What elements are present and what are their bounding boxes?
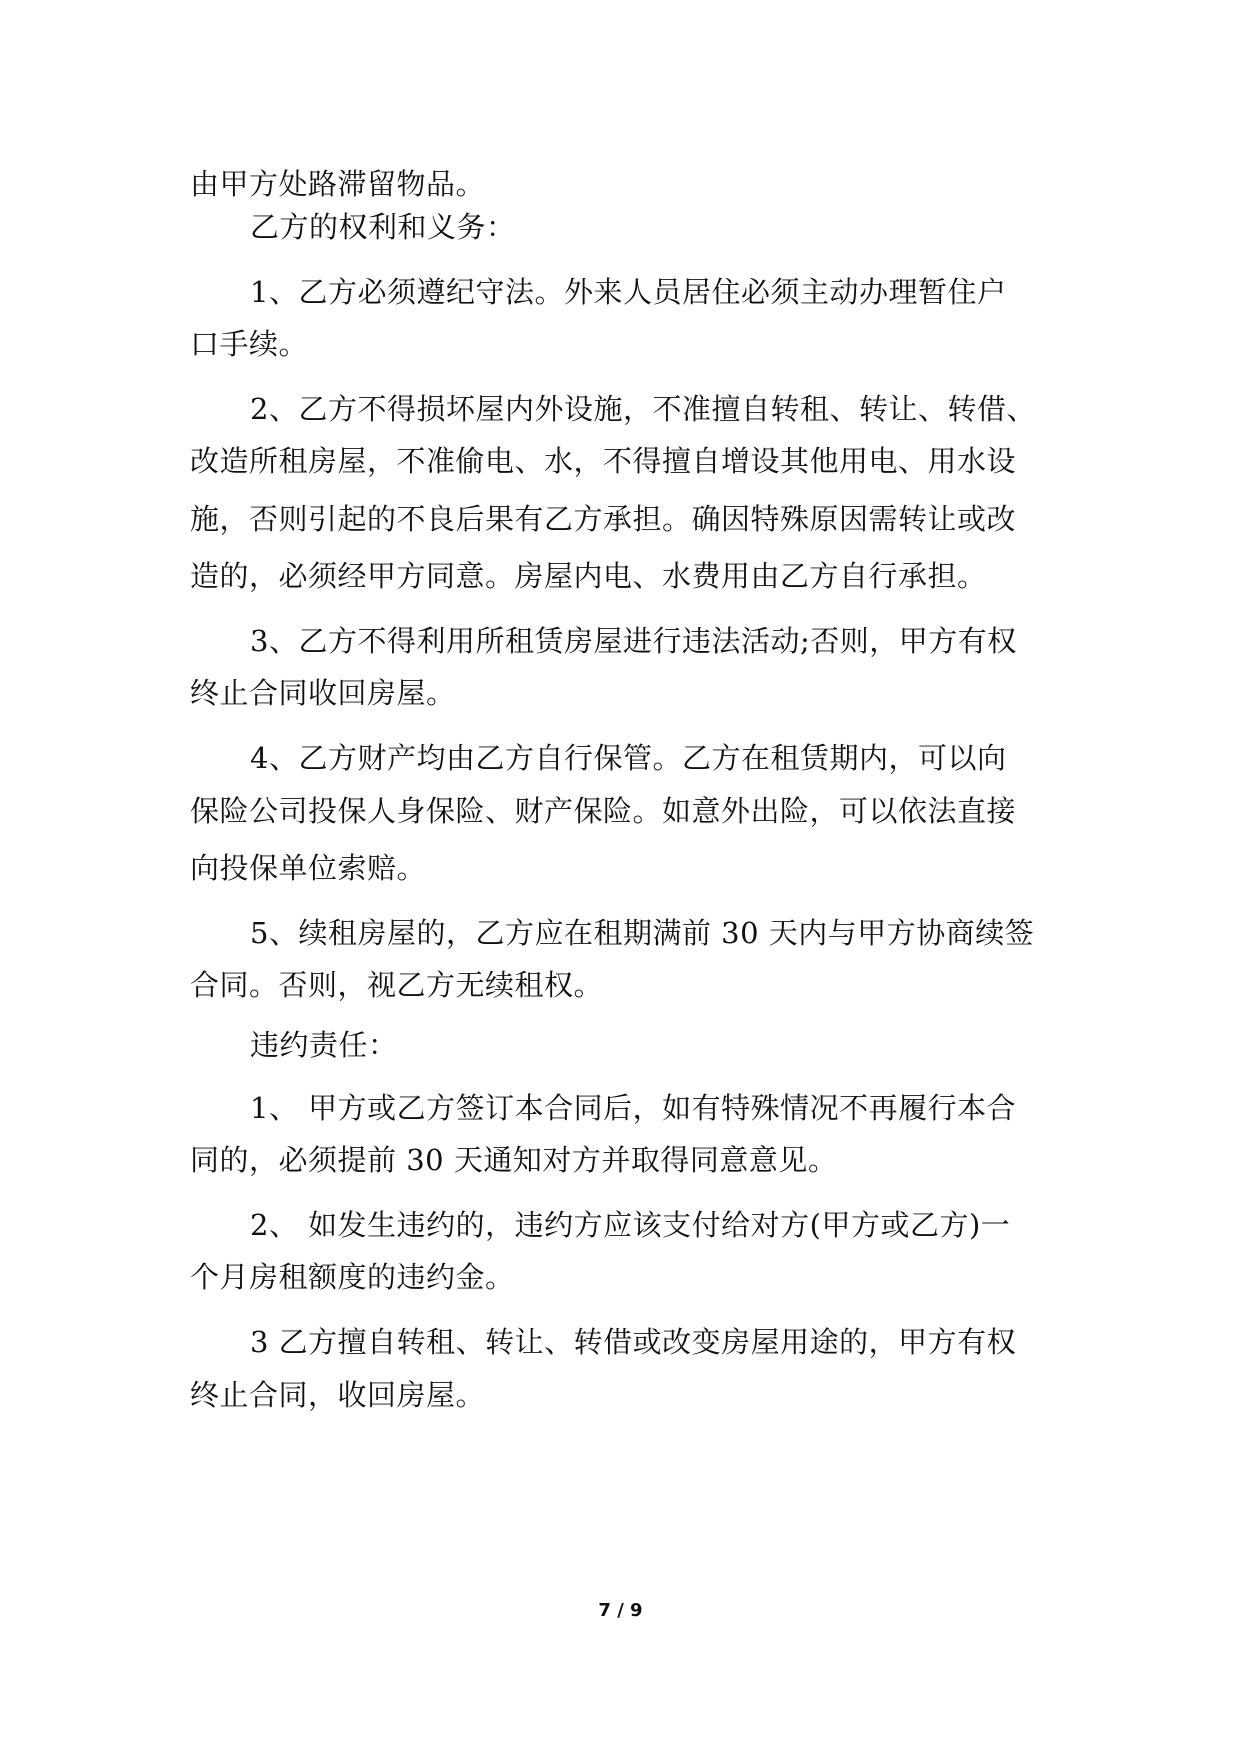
text-line: 2、 如发生违约的，违约方应该支付给对方(甲方或乙方)一 — [250, 1208, 1011, 1242]
text-line: 合同。否则，视乙方无续租权。 — [190, 968, 604, 1002]
text-line: 3 乙方擅自转租、转让、转借或改变房屋用途的，甲方有权 — [250, 1325, 1017, 1359]
page-number: 7 / 9 — [598, 1600, 643, 1621]
text-line: 改造所租房屋，不准偷电、水，不得擅自增设其他用电、用水设 — [190, 444, 1017, 478]
text-line: 3、乙方不得利用所租赁房屋进行违法活动;否则，甲方有权 — [250, 624, 1017, 658]
text-line: 同的，必须提前 30 天通知对方并取得同意意见。 — [190, 1143, 838, 1177]
text-line: 5、续租房屋的，乙方应在租期满前 30 天内与甲方协商续签 — [250, 916, 1035, 950]
text-line: 向投保单位索赔。 — [190, 851, 427, 885]
text-line: 由甲方处路滞留物品。 — [190, 167, 486, 201]
text-line: 2、乙方不得损坏屋内外设施，不准擅自转租、转让、转借、 — [250, 392, 1036, 426]
text-line: 4、乙方财产均由乙方自行保管。乙方在租赁期内，可以向 — [250, 741, 1007, 775]
section-heading-breach: 违约责任： — [250, 1028, 398, 1062]
text-line: 保险公司投保人身保险、财产保险。如意外出险，可以依法直接 — [190, 794, 1017, 828]
text-line: 口手续。 — [190, 327, 309, 361]
text-line: 终止合同，收回房屋。 — [190, 1378, 486, 1412]
text-line: 1、乙方必须遵纪守法。外来人员居住必须主动办理暂住户 — [250, 275, 1007, 309]
text-line: 造的，必须经甲方同意。房屋内电、水费用由乙方自行承担。 — [190, 559, 987, 593]
text-line: 1、 甲方或乙方签订本合同后，如有特殊情况不再履行本合 — [250, 1091, 1017, 1125]
text-line: 施，否则引起的不良后果有乙方承担。确因特殊原因需转让或改 — [190, 502, 1017, 536]
section-heading-rights: 乙方的权利和义务： — [250, 210, 516, 244]
text-line: 终止合同收回房屋。 — [190, 676, 456, 710]
text-line: 个月房租额度的违约金。 — [190, 1260, 515, 1294]
